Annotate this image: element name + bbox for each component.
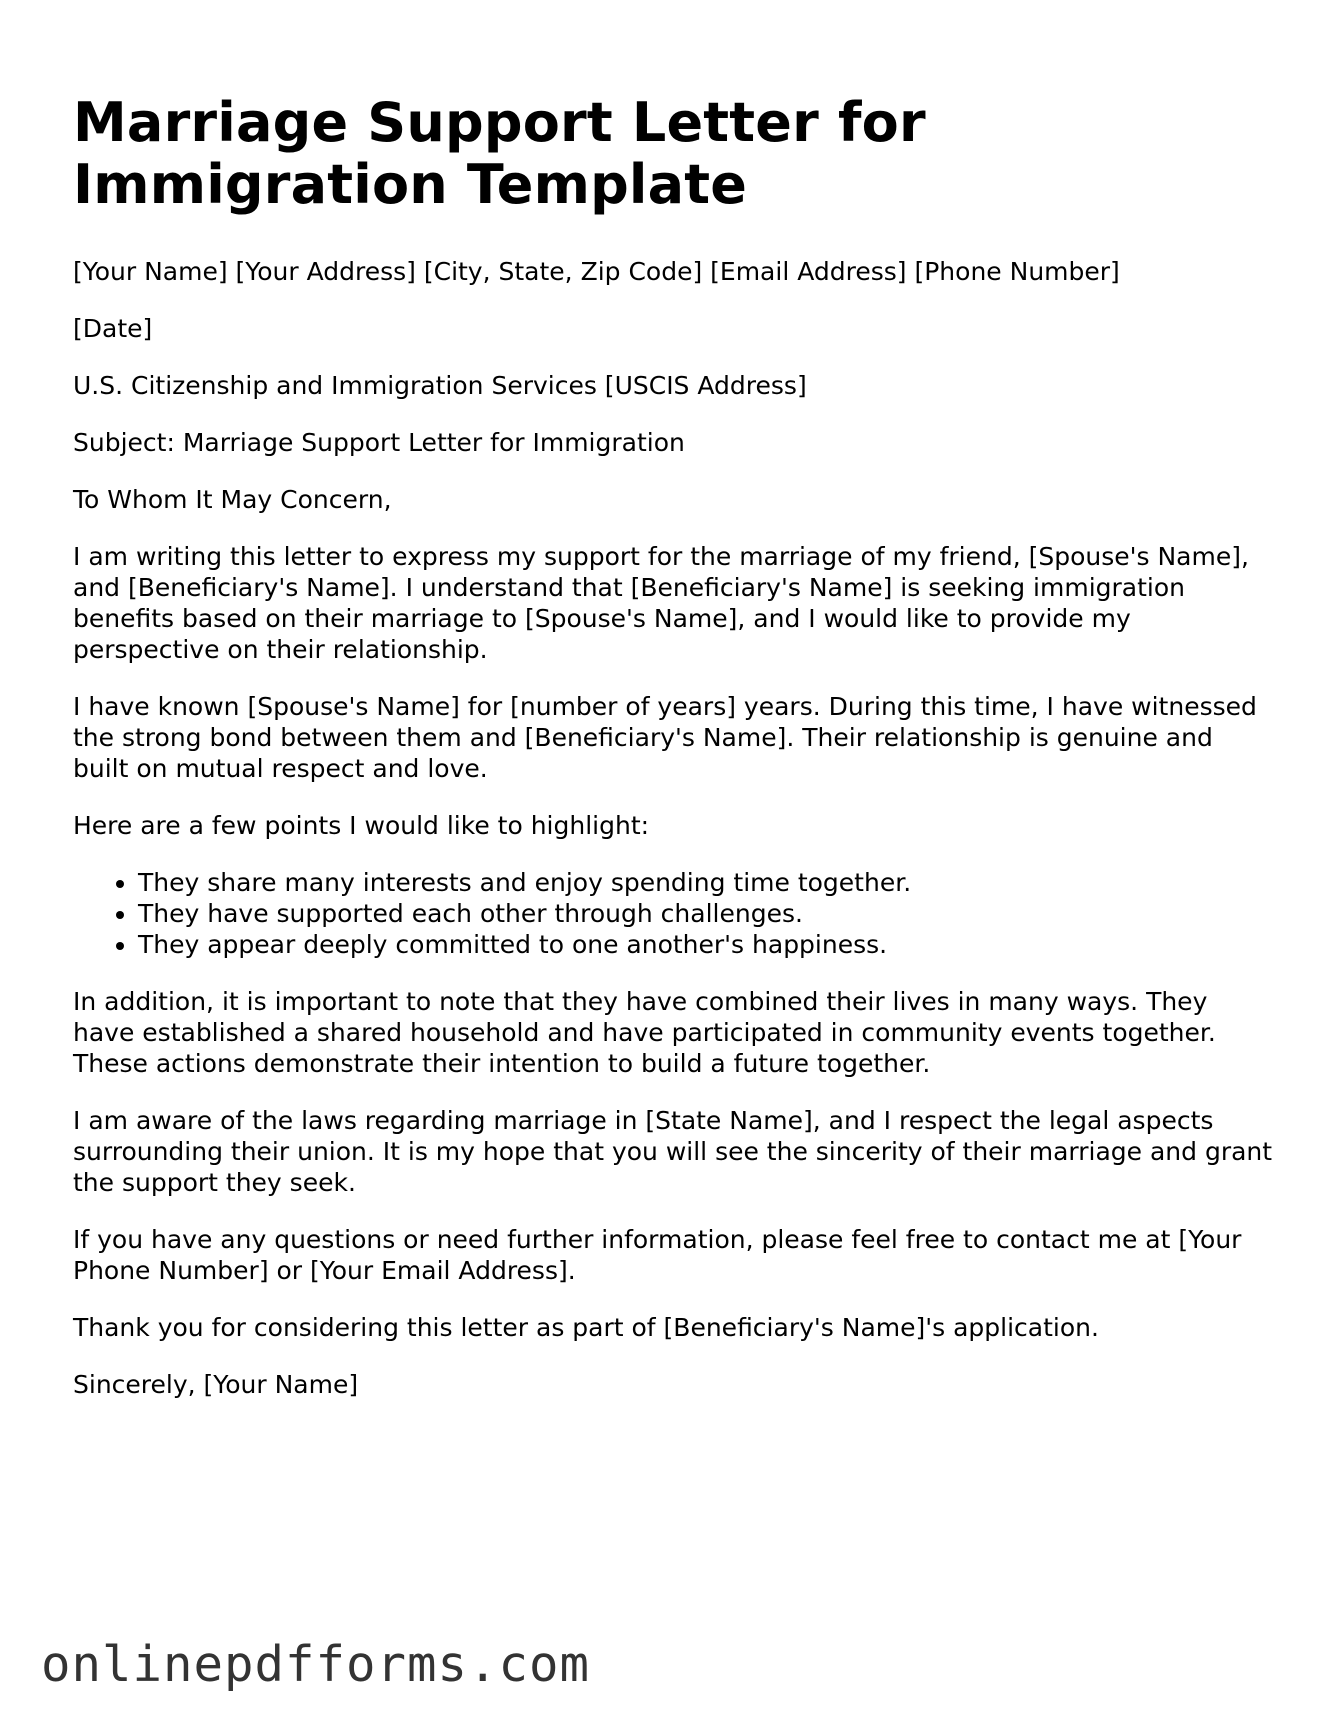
- document-title: Marriage Support Letter for Immigration Template: [73, 91, 926, 216]
- body-paragraph-highlights-intro: Here are a few points I would like to highlight:: [73, 811, 650, 840]
- list-item: • They share many interests and enjoy spending time together.: [138, 867, 1273, 898]
- signoff: Sincerely, [Your Name]: [73, 1370, 359, 1399]
- list-item: • They appear deeply committed to one another's happiness.: [138, 929, 1273, 960]
- site-watermark: onlinepdfforms.com: [41, 1636, 591, 1693]
- body-paragraph-relationship: I have known [Spouse's Name] for [number of years] years. During this time, I have witnessed the strong bond between them and [Beneficiary's Name]. Their relationship is genuine and built on mutual respect and love.: [73, 692, 1257, 783]
- body-paragraph-combined-lives: In addition, it is important to note that they have combined their lives in many ways. They have established a shared household and have participated in community events together. These actions demonstrate their intention to build a future together.: [73, 987, 1216, 1078]
- letter-document: [73, 92, 1273, 1426]
- recipient-block: U.S. Citizenship and Immigration Services [USCIS Address]: [73, 371, 807, 400]
- highlights-list: [73, 867, 1273, 960]
- letter-date: [Date]: [73, 314, 153, 343]
- body-paragraph-thanks: Thank you for considering this letter as part of [Beneficiary's Name]'s application.: [73, 1313, 1099, 1342]
- body-paragraph-laws: I am aware of the laws regarding marriage in [State Name], and I respect the legal aspects surrounding their union. It is my hope that you will see the sincerity of their marriage and grant the support they seek.: [73, 1106, 1273, 1197]
- salutation: To Whom It May Concern,: [73, 485, 392, 514]
- subject-line: Subject: Marriage Support Letter for Immigration: [73, 428, 685, 457]
- list-item: • They have supported each other through challenges.: [138, 898, 1273, 929]
- body-paragraph-contact: If you have any questions or need further information, please feel free to contact me at [Your Phone Number] or [Your Email Address].: [73, 1225, 1242, 1285]
- sender-block: [Your Name] [Your Address] [City, State, Zip Code] [Email Address] [Phone Number]: [73, 257, 1120, 286]
- body-paragraph-intro: I am writing this letter to express my support for the marriage of my friend, [Spouse's Name], and [Beneficiary's Name]. I understand that [Beneficiary's Name] is seeking immigration benefits based on their marriage to [Spouse's Name], and I would like to provide my perspective on their relationship.: [73, 542, 1249, 664]
